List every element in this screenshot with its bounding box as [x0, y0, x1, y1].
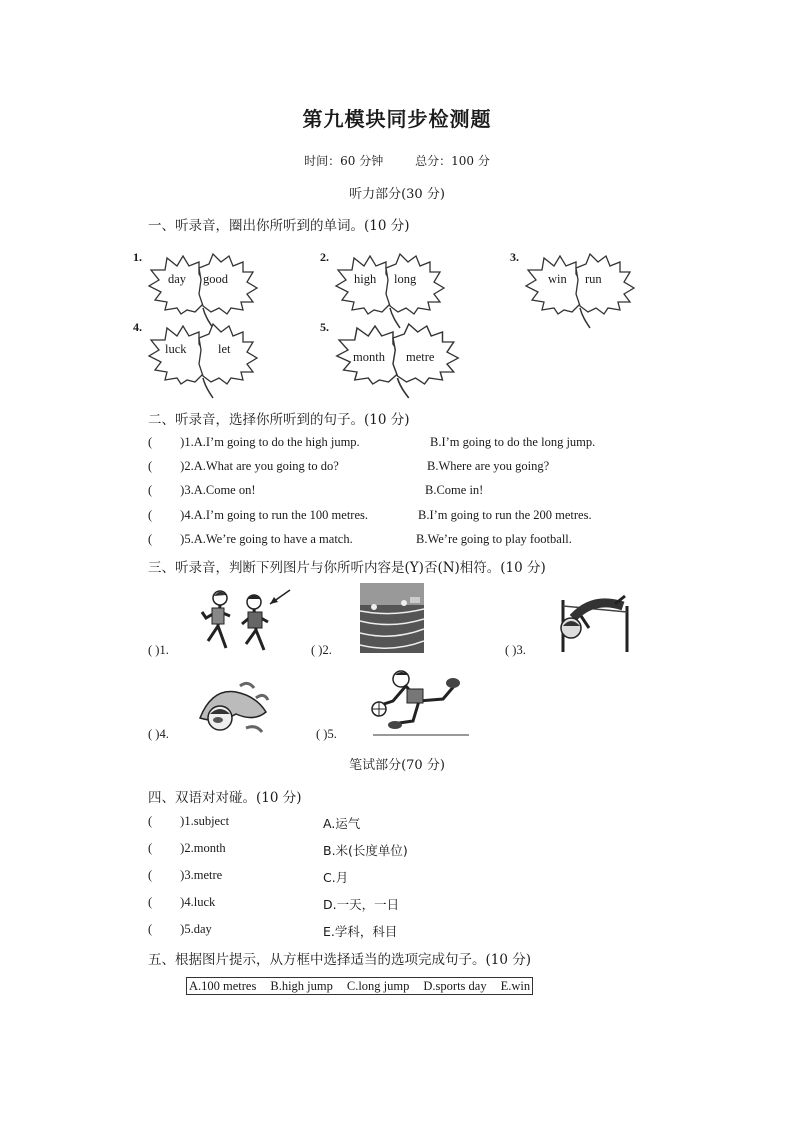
option-b: B.high jump: [270, 979, 333, 993]
match-row-2: ( )2.month B.米(长度单位): [148, 841, 408, 858]
word-option-right[interactable]: let: [218, 342, 231, 356]
picture-item-4-label: ( )4.: [148, 727, 169, 741]
exam-meta: [0, 152, 794, 169]
section3-heading: 三、听录音，判断下列图片与你所听内容是(Y)否(N)相符。(10 分): [148, 560, 546, 576]
answer-paren-open: (: [148, 435, 153, 449]
word-leaf-item-3: [510, 250, 640, 325]
choice-row-4: [148, 508, 648, 523]
match-row-4: ( )4.luck D.一天，一日: [148, 895, 400, 912]
word-leaf-item-2: [320, 250, 450, 325]
exam-score: 总分：100 分: [415, 154, 490, 168]
choice-row-3: [148, 483, 648, 498]
item-number: 4.: [133, 320, 142, 334]
option-box: [186, 977, 533, 995]
answer-paren-close: ): [180, 435, 185, 449]
section4-heading: 四、双语对对碰。(10 分): [148, 790, 302, 806]
item-number: 3.: [510, 250, 519, 264]
option-a: 1.A.I’m going to do the high jump.: [184, 435, 360, 449]
word-option-left[interactable]: month: [353, 350, 385, 364]
option-d: D.sports day: [423, 979, 487, 993]
picture-item-3-label: ( )3.: [505, 643, 526, 657]
high-jump-icon: [553, 592, 633, 654]
choice-row-2: [148, 459, 648, 474]
match-left: 4.luck: [184, 895, 216, 909]
choice-row-5: [148, 532, 648, 547]
answer-paren-open: (: [148, 532, 153, 546]
listening-part-heading: 听力部分(30 分): [349, 187, 445, 202]
option-a: A.100 metres: [189, 979, 257, 993]
answer-paren-close: ): [180, 508, 185, 522]
runners-race-icon: [198, 586, 296, 656]
leaf-pair-icon: [143, 250, 263, 330]
answer-paren-open: (: [148, 483, 153, 497]
answer-paren-open: (: [148, 508, 153, 522]
match-row-1: ( )1.subject A.运气: [148, 814, 361, 831]
choice-row-1: [148, 435, 648, 450]
match-right: D.一天，一日: [323, 897, 400, 912]
word-leaf-item-5: [320, 320, 450, 395]
section1-heading: 一、听录音，圈出你所听到的单词。(10 分): [148, 218, 410, 234]
picture-item-5-label: ( )5.: [316, 727, 337, 741]
match-left: 3.metre: [184, 868, 223, 882]
word-option-left[interactable]: day: [168, 272, 187, 286]
word-option-left[interactable]: win: [548, 272, 567, 286]
option-c: C.long jump: [346, 979, 410, 993]
option-e: E.win: [500, 979, 531, 993]
word-leaf-item-4: [133, 320, 263, 395]
basketball-player-icon: [365, 665, 469, 737]
answer-paren-close: ): [180, 532, 185, 546]
option-b: B.I’m going to do the long jump.: [430, 435, 596, 449]
option-b: B.I’m going to run the 200 metres.: [418, 508, 592, 522]
exam-time: 时间：60 分钟: [304, 154, 384, 168]
leaf-pair-icon: [330, 320, 465, 400]
leaf-pair-icon: [330, 250, 450, 330]
word-option-right[interactable]: good: [203, 272, 228, 286]
section2-heading: 二、听录音，选择你所听到的句子。(10 分): [148, 412, 410, 428]
match-left: 2.month: [184, 841, 226, 855]
option-b: B.Come in!: [425, 483, 484, 497]
answer-paren-close: ): [180, 459, 185, 473]
section5-heading: 五、根据图片提示，从方框中选择适当的选项完成句子。(10 分): [148, 952, 532, 968]
leaf-pair-icon: [143, 320, 263, 400]
word-option-right[interactable]: metre: [406, 350, 435, 364]
running-track-icon: [360, 583, 424, 653]
word-option-left[interactable]: high: [354, 272, 377, 286]
picture-item-2-label: ( )2.: [311, 643, 332, 657]
option-a: 4.A.I’m going to run the 100 metres.: [184, 508, 368, 522]
match-right: B.米(长度单位): [323, 843, 408, 858]
match-row-5: ( )5.day E.学科，科目: [148, 922, 398, 939]
item-number: 1.: [133, 250, 142, 264]
answer-paren-open: (: [148, 459, 153, 473]
picture-item-1-label: ( )1.: [148, 643, 169, 657]
leaf-pair-icon: [520, 250, 640, 330]
match-right: C.月: [323, 870, 349, 885]
match-right: A.运气: [323, 816, 361, 831]
answer-paren-close: ): [180, 483, 185, 497]
swimmer-icon: [196, 678, 272, 736]
option-a: 5.A.We’re going to have a match.: [184, 532, 353, 546]
word-option-right[interactable]: long: [394, 272, 417, 286]
page-title: 第九模块同步检测题: [302, 107, 492, 131]
match-left: 1.subject: [184, 814, 230, 828]
match-right: E.学科，科目: [323, 924, 398, 939]
word-option-left[interactable]: luck: [165, 342, 187, 356]
option-b: B.Where are you going?: [427, 459, 550, 473]
item-number: 2.: [320, 250, 329, 264]
word-option-right[interactable]: run: [585, 272, 602, 286]
match-left: 5.day: [184, 922, 212, 936]
word-leaf-item-1: [133, 250, 263, 325]
option-b: B.We’re going to play football.: [416, 532, 572, 546]
option-a: 2.A.What are you going to do?: [184, 459, 339, 473]
match-row-3: ( )3.metre C.月: [148, 868, 349, 885]
writing-part-heading: 笔试部分(70 分): [349, 758, 445, 773]
option-a: 3.A.Come on!: [184, 483, 256, 497]
item-number: 5.: [320, 320, 329, 334]
